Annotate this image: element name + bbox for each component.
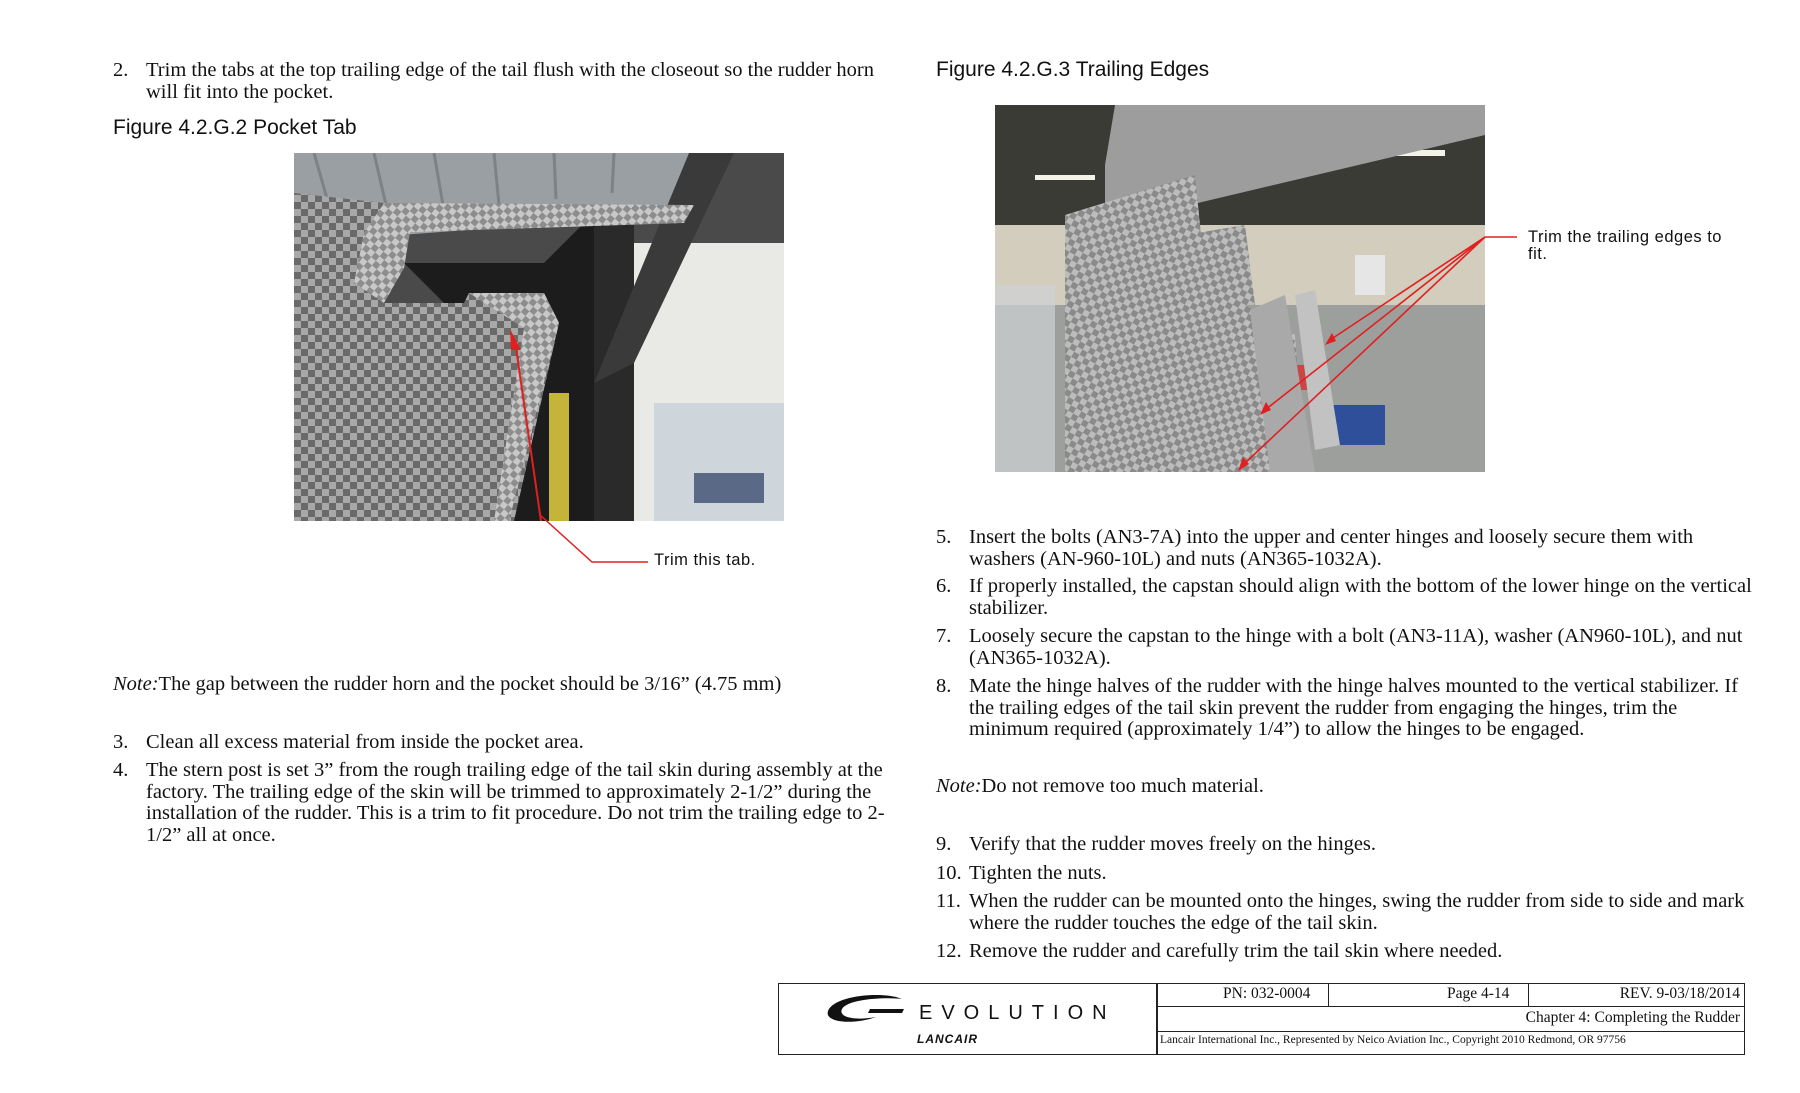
step-text: Mate the hinge halves of the rudder with the hinge halves mounted to the vertical stabilizer. If the trailing edges of the tail skin prevent the rudder from engaging the hinges, trim the minimum required (approximately 1/4”) to allow the hinges to be engaged. [969,675,1739,740]
note-material [936,776,1264,798]
logo-text: EVOLUTION [919,1002,1116,1024]
step-7 [936,626,1756,670]
step-3 [113,732,893,754]
step-number: 8. [936,675,952,697]
note-gap [113,674,781,696]
figure-title-trailing-edges: Figure 4.2.G.3 Trailing Edges [936,58,1210,81]
trailing-edges-callout: Trim the trailing edges to fit. [1528,228,1722,263]
pocket-tab-callout-line [530,515,650,565]
step-5 [936,527,1756,571]
step-6 [936,576,1756,620]
note-text: The gap between the rudder horn and the pocket should be 3/16” (4.75 mm) [158,673,782,695]
step-text: Loosely secure the capstan to the hinge with a bolt (AN3-11A), washer (AN960-10L), and nut (AN365-1032A). [969,625,1743,669]
pocket-tab-photo [294,153,784,521]
step-number: 3. [113,731,129,753]
step-number: 5. [936,526,952,548]
part-number: PN: 032-0004 [1223,985,1311,1002]
step-11 [936,891,1756,935]
step-text: Insert the bolts (AN3-7A) into the upper and center hinges and loosely secure them with washers (AN-960-10L) and nuts (AN365-1032A). [969,526,1694,570]
note-label: Note: [936,775,982,797]
step-text: Remove the rudder and carefully trim the tail skin where needed. [969,940,1503,962]
trailing-edges-photo [995,105,1485,472]
evolution-logo-swoosh-icon [824,993,904,1027]
step-text: When the rudder can be mounted onto the hinges, swing the rudder from side to side and mark where the rudder touches the edge of the tail skin. [969,890,1745,934]
step-number: 7. [936,625,952,647]
revision: REV. 9-03/18/2014 [1619,985,1740,1002]
step-text: Verify that the rudder moves freely on the hinges. [969,833,1377,855]
step-number: 11. [936,890,961,912]
chapter-title: Chapter 4: Completing the Rudder [1525,1009,1740,1026]
footer-info-box [1156,983,1745,1055]
step-text: Trim the tabs at the top trailing edge of the tail flush with the closeout so the rudder horn will fit into the pocket. [146,59,874,103]
step-10 [936,863,1756,885]
step-2 [113,60,893,104]
step-number: 6. [936,575,952,597]
step-text: Tighten the nuts. [969,862,1107,884]
page-number: Page 4-14 [1447,985,1510,1002]
lancair-logo: LANCAIR [917,1032,978,1046]
step-text: Clean all excess material from inside the pocket area. [146,731,584,753]
step-9 [936,834,1756,856]
step-text: The stern post is set 3” from the rough trailing edge of the tail skin during assembly at the factory. The trailing edge of the skin will be trimmed to approximately 2-1/2” during the installation of the rudder. This is a trim to fit procedure. Do not trim the trailing edge to 2-1/2” all at once. [146,759,885,846]
step-number: 2. [113,59,129,81]
step-4 [113,760,903,850]
trailing-edges-callout-line [1485,230,1520,245]
note-text: Do not remove too much material. [981,775,1264,797]
copyright: Lancair International Inc., Represented by Neico Aviation Inc., Copyright 2010 Redmond, OR 97756 [1160,1034,1626,1046]
pocket-tab-callout: Trim this tab. [654,551,756,569]
step-8 [936,676,1756,742]
footer-logo-box [778,983,1158,1055]
step-number: 12. [936,940,962,962]
step-number: 4. [113,759,129,781]
step-number: 10. [936,862,962,884]
step-12 [936,941,1756,963]
step-number: 9. [936,833,952,855]
note-label: Note: [113,673,159,695]
step-text: If properly installed, the capstan should align with the bottom of the lower hinge on the vertical stabilizer. [969,575,1752,619]
figure-title-pocket-tab: Figure 4.2.G.2 Pocket Tab [113,116,357,139]
